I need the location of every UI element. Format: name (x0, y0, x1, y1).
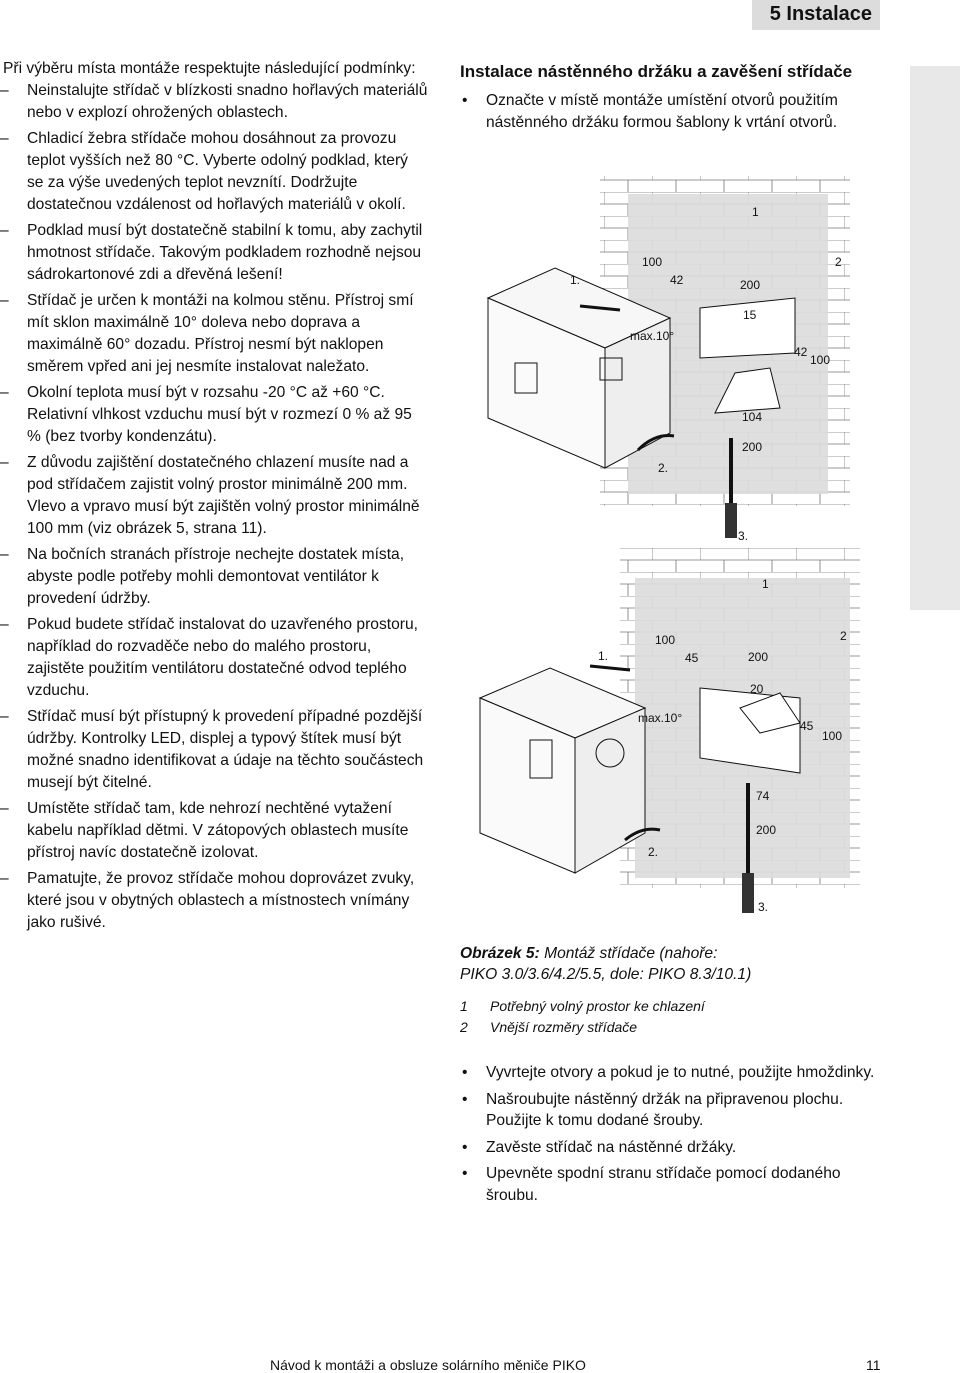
list-item: – Střídač musí být přístupný k provedení případné pozdější údržby. Kontrolky LED, displej a typový štítek musí být možné snadno identifikovat a údaje na těchto součástech musejí být čitelné. (0, 708, 424, 791)
fig-label: 42 (670, 273, 684, 287)
mounting-conditions (0, 58, 428, 938)
caption-text-2: PIKO 3.0/3.6/4.2/5.5, dole: PIKO 8.3/10.1) (460, 966, 752, 983)
fig-label: 100 (822, 729, 843, 743)
fig-label: 15 (743, 308, 757, 322)
conditions-intro: Při výběru místa montáže respektujte následující podmínky: (3, 60, 416, 77)
fig-label: 200 (742, 440, 763, 454)
fig-label: 200 (740, 278, 761, 292)
fig-label: 2. (648, 845, 659, 859)
fig-label: 104 (742, 410, 763, 424)
list-item: – Pokud budete střídač instalovat do uzavřeného prostoru, například do rozvaděče nebo do malého prostoru, zajistěte použitím ventilátoru dostatečné odvod teplého vzduchu. (0, 616, 418, 699)
list-item: – Okolní teplota musí být v rozsahu -20 °C až +60 °C. Relativní vlhkost vzduchu musí být v rozmezí 0 % až 95 % (bez tvorby kondenzátu). (0, 384, 412, 445)
list-item: • Vyvrtejte otvory a pokud je to nutné, použijte hmoždinky. (462, 1064, 875, 1081)
list-item: – Neinstalujte střídač v blízkosti snadno hořlavých materiálů nebo v explozí ohrožených oblastech. (0, 82, 428, 121)
caption-text: Montáž střídače (nahoře: (539, 945, 718, 962)
conditions-list (0, 80, 428, 934)
inverter-icon (480, 668, 645, 873)
fig-label: max.10° (638, 711, 683, 725)
list-item: – Na bočních stranách přístroje nechejte dostatek místa, abyste podle potřeby mohli demontovat ventilátor k provedení údržby. (0, 546, 405, 607)
fig-label: 100 (642, 255, 663, 269)
fig-label: 1. (570, 273, 581, 287)
wall-bracket-section (460, 60, 890, 138)
list-item: • Zavěste střídač na nástěnné držáky. (462, 1138, 737, 1156)
fig-label: 1 (762, 577, 769, 591)
fig-label: 20 (750, 682, 764, 696)
mounting-figure-bottom (460, 548, 910, 918)
section-header-bar (752, 0, 880, 30)
side-index-tab (910, 66, 960, 610)
figure-caption (460, 943, 900, 985)
fig-label: 3. (738, 529, 749, 543)
fig-label: 2 (835, 255, 842, 269)
fig-label: 2 (840, 629, 847, 643)
list-item: – Z důvodu zajištění dostatečného chlazení musíte nad a pod střídačem zajistit volný prostor minimálně 200 mm. Vlevo a vpravo musí být zajištěn volný prostor minimálně 100 mm (viz obrázek 5, strana 11). (0, 454, 420, 537)
list-item: • Upevněte spodní stranu střídače pomocí dodaného šroubu. (462, 1165, 841, 1204)
list-item: – Pamatujte, že provoz střídače mohou doprovázet zvuky, které jsou v obytných oblastech a místnostech vnímány jako rušivé. (0, 870, 415, 931)
page-number: 11 (866, 1357, 881, 1373)
legend-item: 2 Vnější rozměry střídače (460, 1019, 638, 1035)
fig-label: 3. (758, 900, 769, 914)
fig-label: 1. (598, 649, 609, 663)
list-item: – Střídač je určen k montáži na kolmou stěnu. Přístroj smí mít sklon maximálně 10° doleva nebo doprava a maximálně 60° dozadu. Přístroj nesmí být naklopen směrem vpřed ani jej nesmíte instalovat naležato. (0, 292, 414, 375)
list-item: – Umístěte střídač tam, kde nehrozí nechtěné vytažení kabelu například dětmi. V zátopových oblastech musíte přístroj navíc dostatečně izolovat. (0, 800, 409, 861)
fig-label: 1 (752, 205, 759, 219)
fig-label: 74 (756, 789, 770, 803)
fig-label: max.10° (630, 329, 675, 343)
fig-label: 100 (655, 633, 676, 647)
fig-label: 45 (685, 651, 699, 665)
list-item: – Podklad musí být dostatečně stabilní k tomu, aby zachytil hmotnost střídače. Takovým podkladem rozhodně nejsou sádrokartonové zdi a dřevěná lešení! (0, 222, 423, 283)
list-item: – Chladicí žebra střídače mohou dosáhnout za provozu teplot vyšších než 80 °C. Vyberte odolný podklad, který se za výše uvedených teplot nevznítí. Dodržujte dostatečnou vzdálenost od hořlavých materiálů v okolí. (0, 130, 408, 213)
figure-legend (460, 996, 705, 1038)
fig-label: 42 (794, 345, 808, 359)
wall-bracket-icon (700, 688, 800, 773)
mounting-figure-top (460, 168, 910, 548)
caption-prefix: Obrázek 5: (460, 945, 540, 962)
fig-label: 100 (810, 353, 831, 367)
fig-label: 2. (658, 461, 669, 475)
legend-item: 1 Potřebný volný prostor ke chlazení (460, 998, 705, 1014)
section-heading: Instalace nástěnného držáku a zavěšení střídače (460, 62, 853, 81)
list-item: • Našroubujte nástěnný držák na připravenou plochu. Použijte k tomu dodané šrouby. (462, 1090, 844, 1129)
fig-label: 200 (748, 650, 769, 664)
fig-label: 200 (756, 823, 777, 837)
marking-step (460, 90, 890, 133)
section-title: 5 Instalace (769, 3, 872, 25)
fig-label: 45 (800, 719, 814, 733)
document-title: Návod k montáži a obsluze solárního měniče PIKO (270, 1357, 586, 1373)
list-item: • Označte v místě montáže umístění otvorů použitím nástěnného držáku formou šablony k vrtání otvorů. (462, 92, 838, 131)
installation-steps (460, 1062, 890, 1211)
